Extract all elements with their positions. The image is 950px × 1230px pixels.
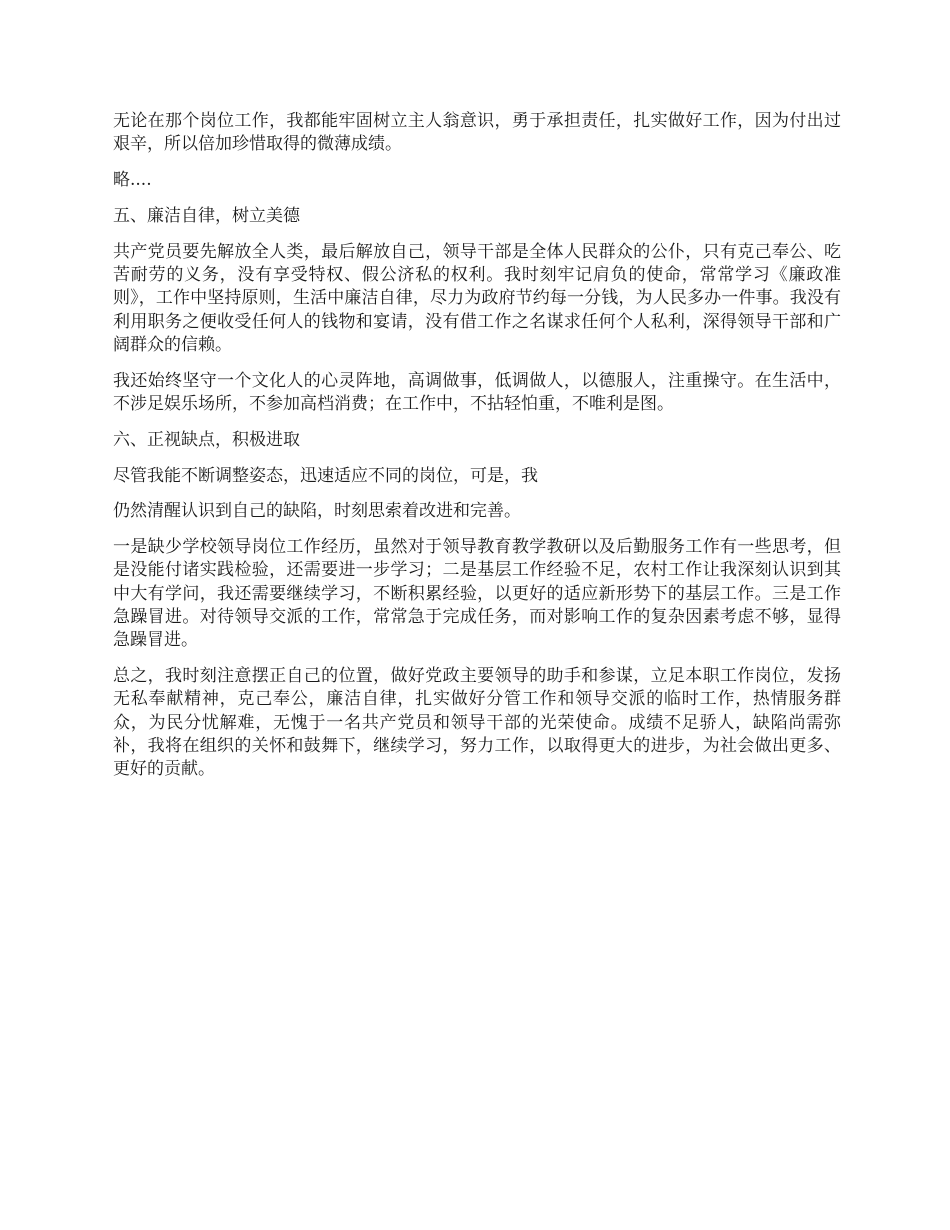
section-heading-six: 六、正视缺点，积极进取	[113, 429, 300, 450]
document-body	[113, 110, 841, 794]
paragraph-shortcomings-aware: 仍然清醒认识到自己的缺陷，时刻思索着改进和完善。	[113, 501, 521, 522]
paragraph-intro: 无论在那个岗位工作，我都能牢固树立主人翁意识，勇于承担责任，扎实做好工作，因为付出过艰辛，所以倍加珍惜取得的微薄成绩。	[113, 111, 841, 155]
paragraph-shortcomings-list: 一是缺少学校领导岗位工作经历，虽然对于领导教育教学教研以及后勤服务工作有一些思考，但是没能付诸实践检验，还需要进一步学习；二是基层工作经验不足，农村工作让我深刻认识到其中大有学问，我还需要继续学习，不断积累经验，以更好的适应新形势下的基层工作。三是工作急躁冒进。对待领导交派的工作，常常急于完成任务，而对影响工作的复杂因素考虑不够，显得急躁冒进。	[113, 537, 841, 651]
paragraph-cultural-position: 我还始终坚守一个文化人的心灵阵地，高调做事，低调做人，以德服人，注重操守。在生活中，不涉足娱乐场所，不参加高档消费；在工作中，不拈轻怕重，不唯利是图。	[113, 370, 841, 414]
section-heading-five: 五、廉洁自律，树立美德	[113, 205, 300, 226]
paragraph-integrity: 共产党员要先解放全人类，最后解放自己，领导干部是全体人民群众的公仆，只有克己奉公、吃苦耐劳的义务，没有享受特权、假公济私的权利。我时刻牢记肩负的使命，常常学习《廉政准则》，工作中坚持原则，生活中廉洁自律，尽力为政府节约每一分钱，为人民多办一件事。我没有利用职务之便收受任何人的钱物和宴请，没有借工作之名谋求任何个人私利，深得领导干部和广阔群众的信赖。	[113, 241, 841, 355]
paragraph-adjusting: 尽管我能不断调整姿态，迅速适应不同的岗位，可是，我	[113, 465, 538, 486]
paragraph-conclusion: 总之，我时刻注意摆正自己的位置，做好党政主要领导的助手和参谋，立足本职工作岗位，发扬无私奉献精神，克己奉公，廉洁自律，扎实做好分管工作和领导交派的临时工作，热情服务群众，为民分忧解难，无愧于一名共产党员和领导干部的光荣使命。成绩不足骄人，缺陷尚需弥补，我将在组织的关怀和鼓舞下，继续学习，努力工作，以取得更大的进步，为社会做出更多、更好的贡献。	[113, 666, 841, 780]
paragraph-omitted: 略....	[113, 170, 152, 191]
